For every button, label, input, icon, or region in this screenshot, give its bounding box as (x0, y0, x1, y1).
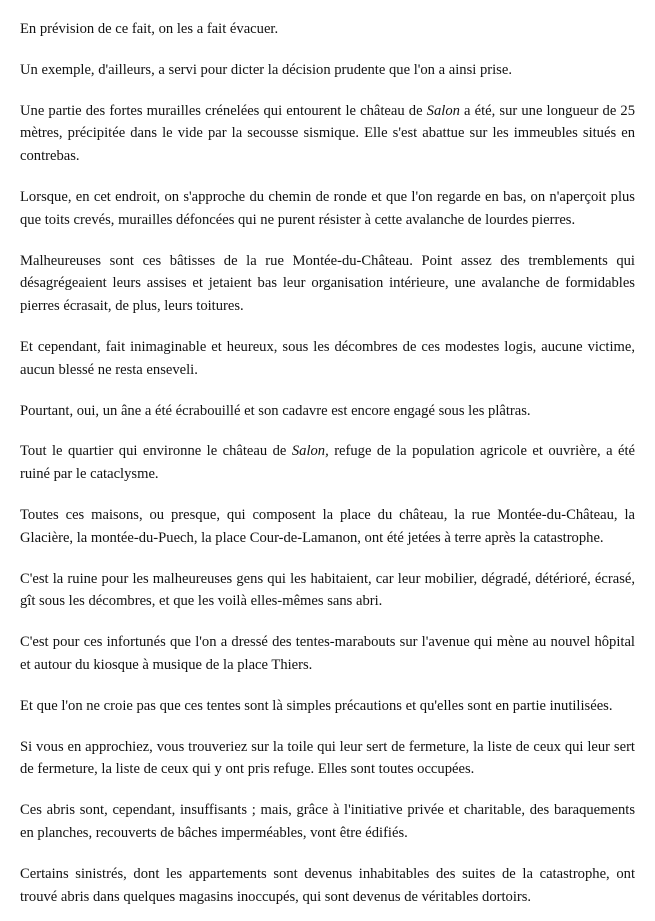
paragraph (20, 504, 635, 550)
text-run: C'est la ruine pour les malheureuses gens qui les habitaient, car leur mobilier, dégradé, détérioré, écrasé, gît sous les décombres, et que les voilà elles-mêmes sans abri. (20, 570, 635, 610)
text-run: a été, sur une longueur de 25 mètres, précipitée dans le vide par la secousse sismique. Elle s'est abattue sur les immeubles situés en contrebas. (20, 102, 635, 165)
text-run: Certains sinistrés, dont les appartements sont devenus inhabitables des suites de la catastrophe, ont trouvé abris dans quelques magasins inoccupés, qui sont devenus de véritables dortoirs. (20, 865, 635, 905)
text-run: Lorsque, en cet endroit, on s'approche du chemin de ronde et que l'on regarde en bas, on n'aperçoit plus que toits crevés, murailles défoncées qui ne purent résister à cette avalanche de lourdes pierres. (20, 188, 635, 228)
paragraph (20, 100, 635, 168)
text-run: C'est pour ces infortunés que l'on a dressé des tentes-marabouts sur l'avenue qui mène au nouvel hôpital et autour du kiosque à musique de la place Thiers. (20, 634, 635, 673)
text-run: refuge de la population agricole et ouvrière, a été ruiné par le cataclysme. (20, 443, 635, 483)
italic-place-name: Salon (426, 102, 460, 119)
paragraph (20, 400, 635, 423)
text-run: Si vous en approchiez, vous trouveriez sur la toile qui leur sert de fermeture, la liste de ceux qui leur sert de fermeture, la liste de ceux qui y ont pris refuge. Elles sont toutes occupées. (20, 738, 635, 778)
article-body (20, 18, 635, 921)
paragraph (20, 250, 635, 318)
italic-place-name: Salon, (291, 443, 329, 460)
text-run: Et cependant, fait inimaginable et heureux, sous les décombres de ces modestes logis, aucune victime, aucun blessé ne resta enseveli. (20, 338, 635, 378)
paragraph (20, 18, 635, 41)
paragraph (20, 336, 635, 382)
text-run: Malheureuses sont ces bâtisses de la rue Montée-du-Château. Point assez des tremblements qui désagrégeaient leurs assises et jetaient bas leur organisation intérieure, une avalanche de formidables pierres écrasait, de plus, leurs toitures. (20, 252, 635, 315)
paragraph (20, 440, 635, 486)
text-run: En prévision de ce fait, on les a fait évacuer. (20, 21, 279, 37)
text-run: Tout le quartier qui environne le château de (20, 443, 292, 460)
text-run: Une partie des fortes murailles crénelées qui entourent le château de (20, 102, 427, 119)
text-run: Ces abris sont, cependant, insuffisants ; mais, grâce à l'initiative privée et charitable, des baraquements en planches, recouverts de bâches imperméables, vont être édifiés. (20, 802, 635, 841)
text-run: Toutes ces maisons, ou presque, qui composent la place du château, la rue Montée-du-Château, la Glacière, la montée-du-Puech, la place Cour-de-Lamanon, ont été jetées à terre après la catastrophe. (20, 506, 635, 546)
paragraph (20, 863, 635, 909)
paragraph (20, 736, 635, 782)
text-run: Pourtant, oui, un âne a été écrabouillé et son cadavre est encore engagé sous les plâtras. (20, 402, 531, 419)
text-run: Et que l'on ne croie pas que ces tentes sont là simples précautions et qu'elles sont en partie inutilisées. (20, 697, 613, 714)
paragraph (20, 799, 635, 845)
text-run: Un exemple, d'ailleurs, a servi pour dicter la décision prudente que l'on a ainsi prise. (20, 61, 512, 78)
paragraph (20, 568, 635, 614)
paragraph (20, 186, 635, 232)
paragraph (20, 59, 635, 82)
paragraph (20, 695, 635, 718)
paragraph (20, 631, 635, 677)
